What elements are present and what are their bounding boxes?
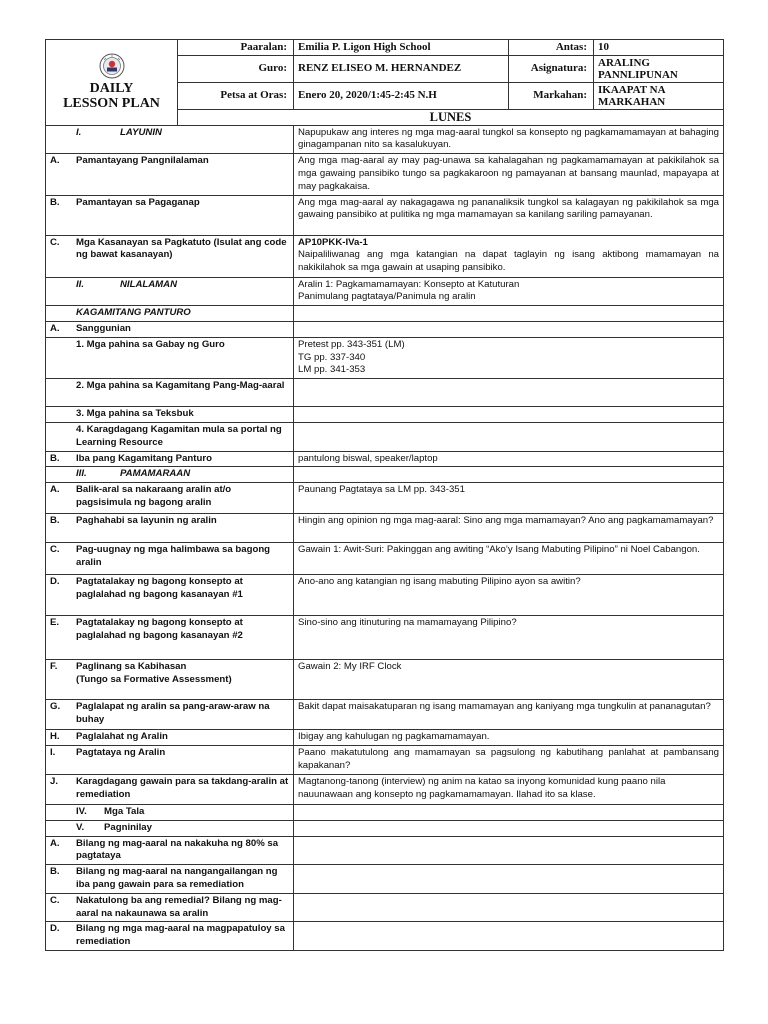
row-label: Karagdagang gawain para sa takdang-aralin at remediation <box>76 775 289 800</box>
nilalaman-label: NILALAMAN <box>120 278 178 290</box>
row-label: Bilang ng mag-aaral na nangangailangan ng iba pang gawain para sa remediation <box>76 866 278 890</box>
pagtatalakay-2-cell <box>46 616 294 660</box>
empty-cell <box>294 407 724 423</box>
takdang-aralin-value: Magtanong-tanong (interview) ng anim na katao sa inyong komunidad kung paano nila nauunawaan ang konsepto ng pagkamamamayan. Ilahad ito sa klase. <box>294 774 724 804</box>
mga-tala-label: Mga Tala <box>104 805 145 817</box>
pamamaraan-num: III. <box>76 468 87 480</box>
day-header: LUNES <box>178 109 724 125</box>
row-key: D. <box>50 923 60 935</box>
row-label: Pamantayang Pangnilalaman <box>76 155 209 167</box>
iba-kagamitan-cell <box>46 451 294 467</box>
paglalapat-value: Bakit dapat maisakatuparan ng isang mamamayan ang kaniyang mga tungkulin at pananagutan? <box>294 700 724 730</box>
pagtataya-cell <box>46 745 294 774</box>
logo-title-cell <box>46 40 178 126</box>
pamantayang-pangnilalaman-cell <box>46 154 294 195</box>
row-label: Paglalapat ng aralin sa pang-araw-araw na buhay <box>76 701 270 725</box>
paghahabi-value: Hingin ang opinion ng mga mag-aaral: Sino ang mga mamamayan? Ano ang pagkamamamayan? <box>294 514 724 543</box>
balik-aral-value: Paunang Pagtataya sa LM pp. 343-351 <box>294 483 724 514</box>
paaralan-value: Emilia P. Ligon High School <box>294 40 509 56</box>
row-label: Bilang ng mag-aaral na nakakuha ng 80% sa pagtataya <box>76 837 279 862</box>
title-lesson-plan: LESSON PLAN <box>63 96 160 112</box>
layunin-heading <box>46 125 294 154</box>
gabay-guro-label: 1. Mga pahina sa Gabay ng Guro <box>46 337 294 378</box>
row-label: Pagtatalakay ng bagong konsepto at paglalahad ng bagong kasanayan #1 <box>76 576 243 600</box>
reflection-c-cell <box>46 893 294 922</box>
kasanayan-value <box>294 235 724 277</box>
paglinang-label-2: (Tungo sa Formative Assessment) <box>76 673 232 685</box>
title-daily: DAILY <box>89 81 134 97</box>
reflection-d-cell <box>46 922 294 951</box>
row-label: Pag-uugnay ng mga halimbawa sa bagong aralin <box>76 544 271 568</box>
layunin-value: Napupukaw ang interes ng mga mag-aaral tungkol sa konsepto ng pagkamamamayan at bahaging ginagampanan nito sa kasalukuyan. <box>294 125 724 154</box>
pag-uugnay-cell <box>46 543 294 575</box>
row-label: Pagtatalakay ng bagong konsepto at paglalahad ng bagong kasanayan #2 <box>76 617 243 641</box>
pag-uugnay-value: Gawain 1: Awit-Suri: Pakinggan ang awiting “Ako’y Isang Mabuting Pilipino” ni Noel Cabangon. <box>294 543 724 575</box>
reflection-a-cell <box>46 836 294 865</box>
row-key: B. <box>50 866 60 878</box>
row-label: Nakatulong ba ang remedial? Bilang ng mag-aaral na nakaunawa sa aralin <box>76 894 282 919</box>
asignatura-label: Asignatura: <box>509 55 594 82</box>
iba-kagamitan-value: pantulong biswal, speaker/laptop <box>294 451 724 467</box>
pagtataya-value: Paano makatutulong ang mamamayan sa pagsulong ng kabutihang panlahat at pambansang kapakanan? <box>294 745 724 774</box>
nilalaman-line2: Panimulang pagtataya/Panimula ng aralin <box>298 291 476 303</box>
antas-label: Antas: <box>509 40 594 56</box>
reflection-c-value <box>294 893 724 922</box>
kagamitan-mag-aaral-label: 2. Mga pahina sa Kagamitang Pang-Mag-aaral <box>46 379 294 407</box>
mga-tala-heading <box>46 804 294 820</box>
pamantayan-pagaganap-cell <box>46 195 294 235</box>
balik-aral-cell <box>46 483 294 514</box>
row-key: C. <box>50 894 60 906</box>
lesson-plan-page <box>45 39 723 951</box>
empty-cell <box>294 820 724 836</box>
empty-cell <box>294 467 724 483</box>
paglalahat-value: Ibigay ang kahulugan ng pagkamamamayan. <box>294 730 724 746</box>
layunin-num: I. <box>76 126 82 138</box>
row-key: F. <box>50 661 58 673</box>
pagninilay-label: Pagninilay <box>104 821 152 833</box>
row-label: Pagtataya ng Aralin <box>76 746 166 758</box>
reflection-d-value <box>294 922 724 951</box>
row-label: Balik-aral sa nakaraang aralin at/o pagsisimula ng bagong aralin <box>76 484 232 508</box>
paglalapat-cell <box>46 700 294 730</box>
karagdagang-kagamitan-label: 4. Karagdagang Kagamitan mula sa portal ng Learning Resource <box>46 422 294 451</box>
kagamitan-heading: KAGAMITANG PANTURO <box>46 306 294 322</box>
paaralan-label: Paaralan: <box>178 40 294 56</box>
empty-cell <box>294 422 724 451</box>
row-label: Sanggunian <box>76 322 131 334</box>
row-label: Pamantayan sa Pagaganap <box>76 196 200 208</box>
pagninilay-heading <box>46 820 294 836</box>
gabay-guro-value <box>294 337 724 378</box>
row-key: D. <box>50 576 60 588</box>
row-key: B. <box>50 452 60 464</box>
gabay-line1: Pretest pp. 343-351 (LM) <box>298 338 405 350</box>
empty-cell <box>294 321 724 337</box>
pamamaraan-heading <box>46 467 294 483</box>
row-key: B. <box>50 196 60 208</box>
kasanayan-cell <box>46 235 294 277</box>
row-key: A. <box>50 484 60 496</box>
reflection-b-value <box>294 865 724 894</box>
pagtatalakay-1-value: Ano-ano ang katangian ng isang mabuting Pilipino ayon sa awitin? <box>294 575 724 616</box>
markahan-label: Markahan: <box>509 82 594 109</box>
empty-cell <box>294 804 724 820</box>
takdang-aralin-cell <box>46 774 294 804</box>
row-label: Paglalahat ng Aralin <box>76 731 168 743</box>
nilalaman-value <box>294 277 724 306</box>
row-key: H. <box>50 731 60 743</box>
gabay-line3: LM pp. 341-353 <box>298 364 366 376</box>
deped-seal-icon <box>99 53 125 79</box>
row-key: C. <box>50 544 60 556</box>
reflection-b-cell <box>46 865 294 894</box>
guro-value: RENZ ELISEO M. HERNANDEZ <box>294 55 509 82</box>
gabay-line2: TG pp. 337-340 <box>298 351 366 363</box>
teksbuk-label: 3. Mga pahina sa Teksbuk <box>46 407 294 423</box>
reflection-a-value <box>294 836 724 865</box>
paglinang-value: Gawain 2: My IRF Clock <box>294 660 724 700</box>
paghahabi-cell <box>46 514 294 543</box>
paglinang-cell <box>46 660 294 700</box>
row-key: B. <box>50 515 60 527</box>
guro-label: Guro: <box>178 55 294 82</box>
row-key: A. <box>50 837 60 849</box>
row-key: G. <box>50 701 61 713</box>
pagtatalakay-2-value: Sino-sino ang itinuturing na mamamayang Pilipino? <box>294 616 724 660</box>
row-label: Mga Kasanayan sa Pagkatuto (Isulat ang code ng bawat kasanayan) <box>76 236 287 261</box>
pamamaraan-label: PAMAMARAAN <box>120 468 191 480</box>
lesson-plan-table <box>45 39 724 951</box>
layunin-label: LAYUNIN <box>120 126 162 138</box>
row-key: A. <box>50 155 60 167</box>
markahan-value: IKAAPAT NA MARKAHAN <box>594 82 724 109</box>
nilalaman-line1: Aralin 1: Pagkamamamayan: Konsepto at Katuturan <box>298 278 520 290</box>
nilalaman-num: II. <box>76 278 84 290</box>
antas-value: 10 <box>594 40 724 56</box>
row-label: Paghahabi sa layunin ng aralin <box>76 515 217 527</box>
row-key: C. <box>50 236 60 248</box>
petsa-value: Enero 20, 2020/1:45-2:45 N.H <box>294 82 509 109</box>
paglalahat-cell <box>46 730 294 746</box>
row-key: I. <box>50 746 56 758</box>
pamantayang-pangnilalaman-value: Ang mga mag-aaral ay may pag-unawa sa kahalagahan ng pagkamamamayan at pakikilahok sa mga gawaing pansibiko tungo sa pagkakaroon ng pamayanan at bansang maunlad, mapayapa at may pagkakaisa. <box>294 154 724 195</box>
petsa-label: Petsa at Oras: <box>178 82 294 109</box>
empty-cell <box>294 379 724 407</box>
nilalaman-heading <box>46 277 294 306</box>
pamantayan-pagaganap-value: Ang mga mag-aaral ay nakagagawa ng pananaliksik tungkol sa kalagayan ng pakikilahok sa mga gawaing pansibiko at pulitika ng mga mamamayan sa kanilang sariling pamayanan. <box>294 195 724 235</box>
row-key: E. <box>50 617 60 629</box>
kasanayan-text: Naipaliliwanag ang mga katangian na dapat taglayin ng isang aktibong mamamayan na nakikilahok sa mga gawain at usaping pansibiko. <box>298 249 719 274</box>
kasanayan-code: AP10PKK-IVa-1 <box>298 236 368 248</box>
row-key: J. <box>50 775 59 787</box>
paglinang-label-1: Paglinang sa Kabihasan <box>76 661 187 673</box>
pagninilay-num: V. <box>76 821 85 833</box>
sanggunian-cell <box>46 321 294 337</box>
asignatura-value: ARALING PANNLIPUNAN <box>594 55 724 82</box>
row-key: A. <box>50 322 60 334</box>
pagtatalakay-1-cell <box>46 575 294 616</box>
mga-tala-num: IV. <box>76 805 87 817</box>
empty-cell <box>294 306 724 322</box>
row-label: Bilang ng mga mag-aaral na magpapatuloy sa remediation <box>76 923 285 948</box>
row-label: Iba pang Kagamitang Panturo <box>76 452 212 464</box>
